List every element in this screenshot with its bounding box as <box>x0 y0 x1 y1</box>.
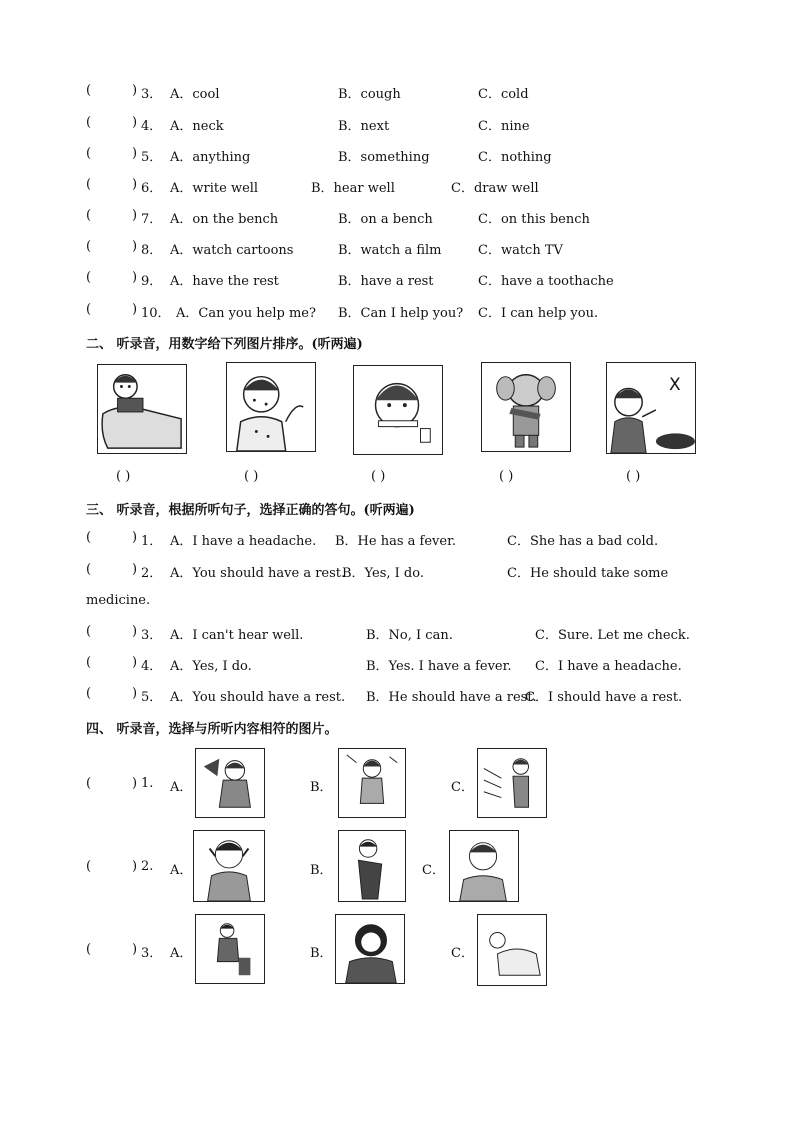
question-number: 4． <box>141 659 163 674</box>
option-c[interactable]: C．cold <box>478 87 529 102</box>
option-c[interactable]: C．He should take some <box>507 566 669 581</box>
option-a[interactable]: A．on the bench <box>170 212 279 227</box>
option-c-label[interactable]: C． <box>422 863 445 878</box>
option-b[interactable]: B．watch a film <box>338 243 442 258</box>
answer-blank[interactable]: ( ) <box>626 469 641 484</box>
question-number: 2. <box>141 859 154 874</box>
answer-paren-close[interactable]: ) <box>132 302 138 317</box>
question-number: 1. <box>141 776 154 791</box>
question-number: 6． <box>141 181 163 196</box>
answer-paren-open[interactable]: ( <box>86 115 92 130</box>
option-a-label[interactable]: A． <box>170 780 193 795</box>
continuation-text: medicine. <box>86 593 151 608</box>
answer-blank[interactable]: ( ) <box>499 469 514 484</box>
answer-paren-open[interactable]: ( <box>86 686 92 701</box>
question-number: 5． <box>141 690 163 705</box>
option-b[interactable]: B．He has a fever. <box>335 534 456 549</box>
option-a[interactable]: A．write well <box>170 181 259 196</box>
picture-sick-boy-in-bed <box>97 364 187 454</box>
option-a[interactable]: A．Can you help me? <box>176 306 316 321</box>
option-c[interactable]: C．I should have a rest. <box>525 690 683 705</box>
x-mark: X <box>669 375 681 395</box>
option-c[interactable]: C．draw well <box>451 181 539 196</box>
option-b[interactable]: B．No, I can. <box>366 628 453 643</box>
section-4-heading: 四、 听录音，选择与所听内容相符的图片。 <box>86 722 338 737</box>
answer-paren-open[interactable]: ( <box>86 562 92 577</box>
option-a[interactable]: A．I have a headache. <box>170 534 317 549</box>
answer-paren-close[interactable]: ) <box>132 562 138 577</box>
picture-child-in-bed <box>477 914 547 986</box>
picture-girl-cold <box>338 748 406 818</box>
option-a[interactable]: A．watch cartoons <box>170 243 294 258</box>
question-number: 7． <box>141 212 163 227</box>
option-b[interactable]: B．have a rest <box>338 274 434 289</box>
answer-paren-close[interactable]: ) <box>132 530 138 545</box>
answer-paren-close[interactable]: ) <box>132 776 138 791</box>
question-number: 9． <box>141 274 163 289</box>
option-c-label[interactable]: C． <box>451 946 474 961</box>
picture-stomachache <box>338 830 406 902</box>
option-b[interactable]: B．Can I help you? <box>338 306 464 321</box>
picture-boy-brushing-teeth <box>353 365 443 455</box>
picture-elephant-with-scarf <box>481 362 571 452</box>
option-c[interactable]: C．nothing <box>478 150 552 165</box>
picture-boy-eating <box>606 362 696 454</box>
answer-blank[interactable]: ( ) <box>116 469 131 484</box>
question-number: 3． <box>141 628 163 643</box>
answer-paren-open[interactable]: ( <box>86 776 92 791</box>
option-b[interactable]: B．cough <box>338 87 401 102</box>
option-b[interactable]: B．next <box>338 119 390 134</box>
option-b[interactable]: B．hear well <box>311 181 395 196</box>
answer-paren-close[interactable]: ) <box>132 686 138 701</box>
question-number: 1． <box>141 534 163 549</box>
option-a-label[interactable]: A． <box>170 946 193 961</box>
picture-boy-wind <box>477 748 547 818</box>
option-c[interactable]: C．watch TV <box>478 243 563 258</box>
option-b[interactable]: B．Yes, I do. <box>342 566 424 581</box>
option-a[interactable]: A．You should have a rest. <box>170 566 346 581</box>
question-number: 5． <box>141 150 163 165</box>
answer-paren-open[interactable]: ( <box>86 270 92 285</box>
option-b-label[interactable]: B． <box>310 946 333 961</box>
option-b[interactable]: B．He should have a rest. <box>366 690 537 705</box>
answer-paren-open[interactable]: ( <box>86 208 92 223</box>
answer-paren-open[interactable]: ( <box>86 239 92 254</box>
answer-paren-close[interactable]: ) <box>132 859 138 874</box>
answer-paren-open[interactable]: ( <box>86 655 92 670</box>
picture-toothache <box>449 830 519 902</box>
question-number: 3． <box>141 946 163 961</box>
option-c[interactable]: C．I can help you. <box>478 306 599 321</box>
option-b[interactable]: B．something <box>338 150 430 165</box>
question-number: 3． <box>141 87 163 102</box>
section-3-heading: 三、 听录音，根据所听句子，选择正确的答句。(听两遍) <box>86 503 415 518</box>
answer-paren-open[interactable]: ( <box>86 942 92 957</box>
picture-girl-sitting <box>195 914 265 984</box>
answer-paren-close[interactable]: ) <box>132 655 138 670</box>
option-a[interactable]: A．anything <box>170 150 251 165</box>
picture-girl-fan <box>195 748 265 818</box>
option-b-label[interactable]: B． <box>310 863 333 878</box>
option-c[interactable]: C．nine <box>478 119 530 134</box>
option-a[interactable]: A．I can't hear well. <box>170 628 304 643</box>
option-a[interactable]: A．cool <box>170 87 220 102</box>
option-a[interactable]: A．neck <box>170 119 224 134</box>
answer-paren-close[interactable]: ) <box>132 624 138 639</box>
answer-blank[interactable]: ( ) <box>371 469 386 484</box>
option-c[interactable]: C．She has a bad cold. <box>507 534 659 549</box>
answer-paren-close[interactable]: ) <box>132 146 138 161</box>
question-number: 4． <box>141 119 163 134</box>
answer-blank[interactable]: ( ) <box>244 469 259 484</box>
answer-paren-open[interactable]: ( <box>86 146 92 161</box>
option-b[interactable]: B．Yes. I have a fever. <box>366 659 512 674</box>
question-number: 8． <box>141 243 163 258</box>
answer-paren-close[interactable]: ) <box>132 83 138 98</box>
option-a-label[interactable]: A． <box>170 863 193 878</box>
answer-paren-close[interactable]: ) <box>132 177 138 192</box>
option-a[interactable]: A．You should have a rest. <box>170 690 346 705</box>
answer-paren-close[interactable]: ) <box>132 270 138 285</box>
option-b-label[interactable]: B． <box>310 780 333 795</box>
picture-man-neck <box>335 914 405 984</box>
option-c[interactable]: C．have a toothache <box>478 274 614 289</box>
option-c[interactable]: C．on this bench <box>478 212 590 227</box>
option-c-label[interactable]: C． <box>451 780 474 795</box>
section-2-heading: 二、 听录音，用数字给下列图片排序。(听两遍) <box>86 337 363 352</box>
answer-paren-open[interactable]: ( <box>86 859 92 874</box>
question-number: 2． <box>141 566 163 581</box>
option-c[interactable]: C．Sure. Let me check. <box>535 628 690 643</box>
option-c[interactable]: C．I have a headache. <box>535 659 682 674</box>
answer-paren-open[interactable]: ( <box>86 302 92 317</box>
answer-paren-open[interactable]: ( <box>86 624 92 639</box>
answer-paren-close[interactable]: ) <box>132 239 138 254</box>
option-a[interactable]: A．Yes, I do. <box>170 659 252 674</box>
answer-paren-open[interactable]: ( <box>86 530 92 545</box>
answer-paren-close[interactable]: ) <box>132 115 138 130</box>
option-b[interactable]: B．on a bench <box>338 212 433 227</box>
answer-paren-open[interactable]: ( <box>86 83 92 98</box>
answer-paren-close[interactable]: ) <box>132 942 138 957</box>
question-number: 10． <box>141 306 171 321</box>
answer-paren-open[interactable]: ( <box>86 177 92 192</box>
option-a[interactable]: A．have the rest <box>170 274 279 289</box>
answer-paren-close[interactable]: ) <box>132 208 138 223</box>
picture-boy-with-rash <box>226 362 316 452</box>
picture-headache <box>193 830 265 902</box>
